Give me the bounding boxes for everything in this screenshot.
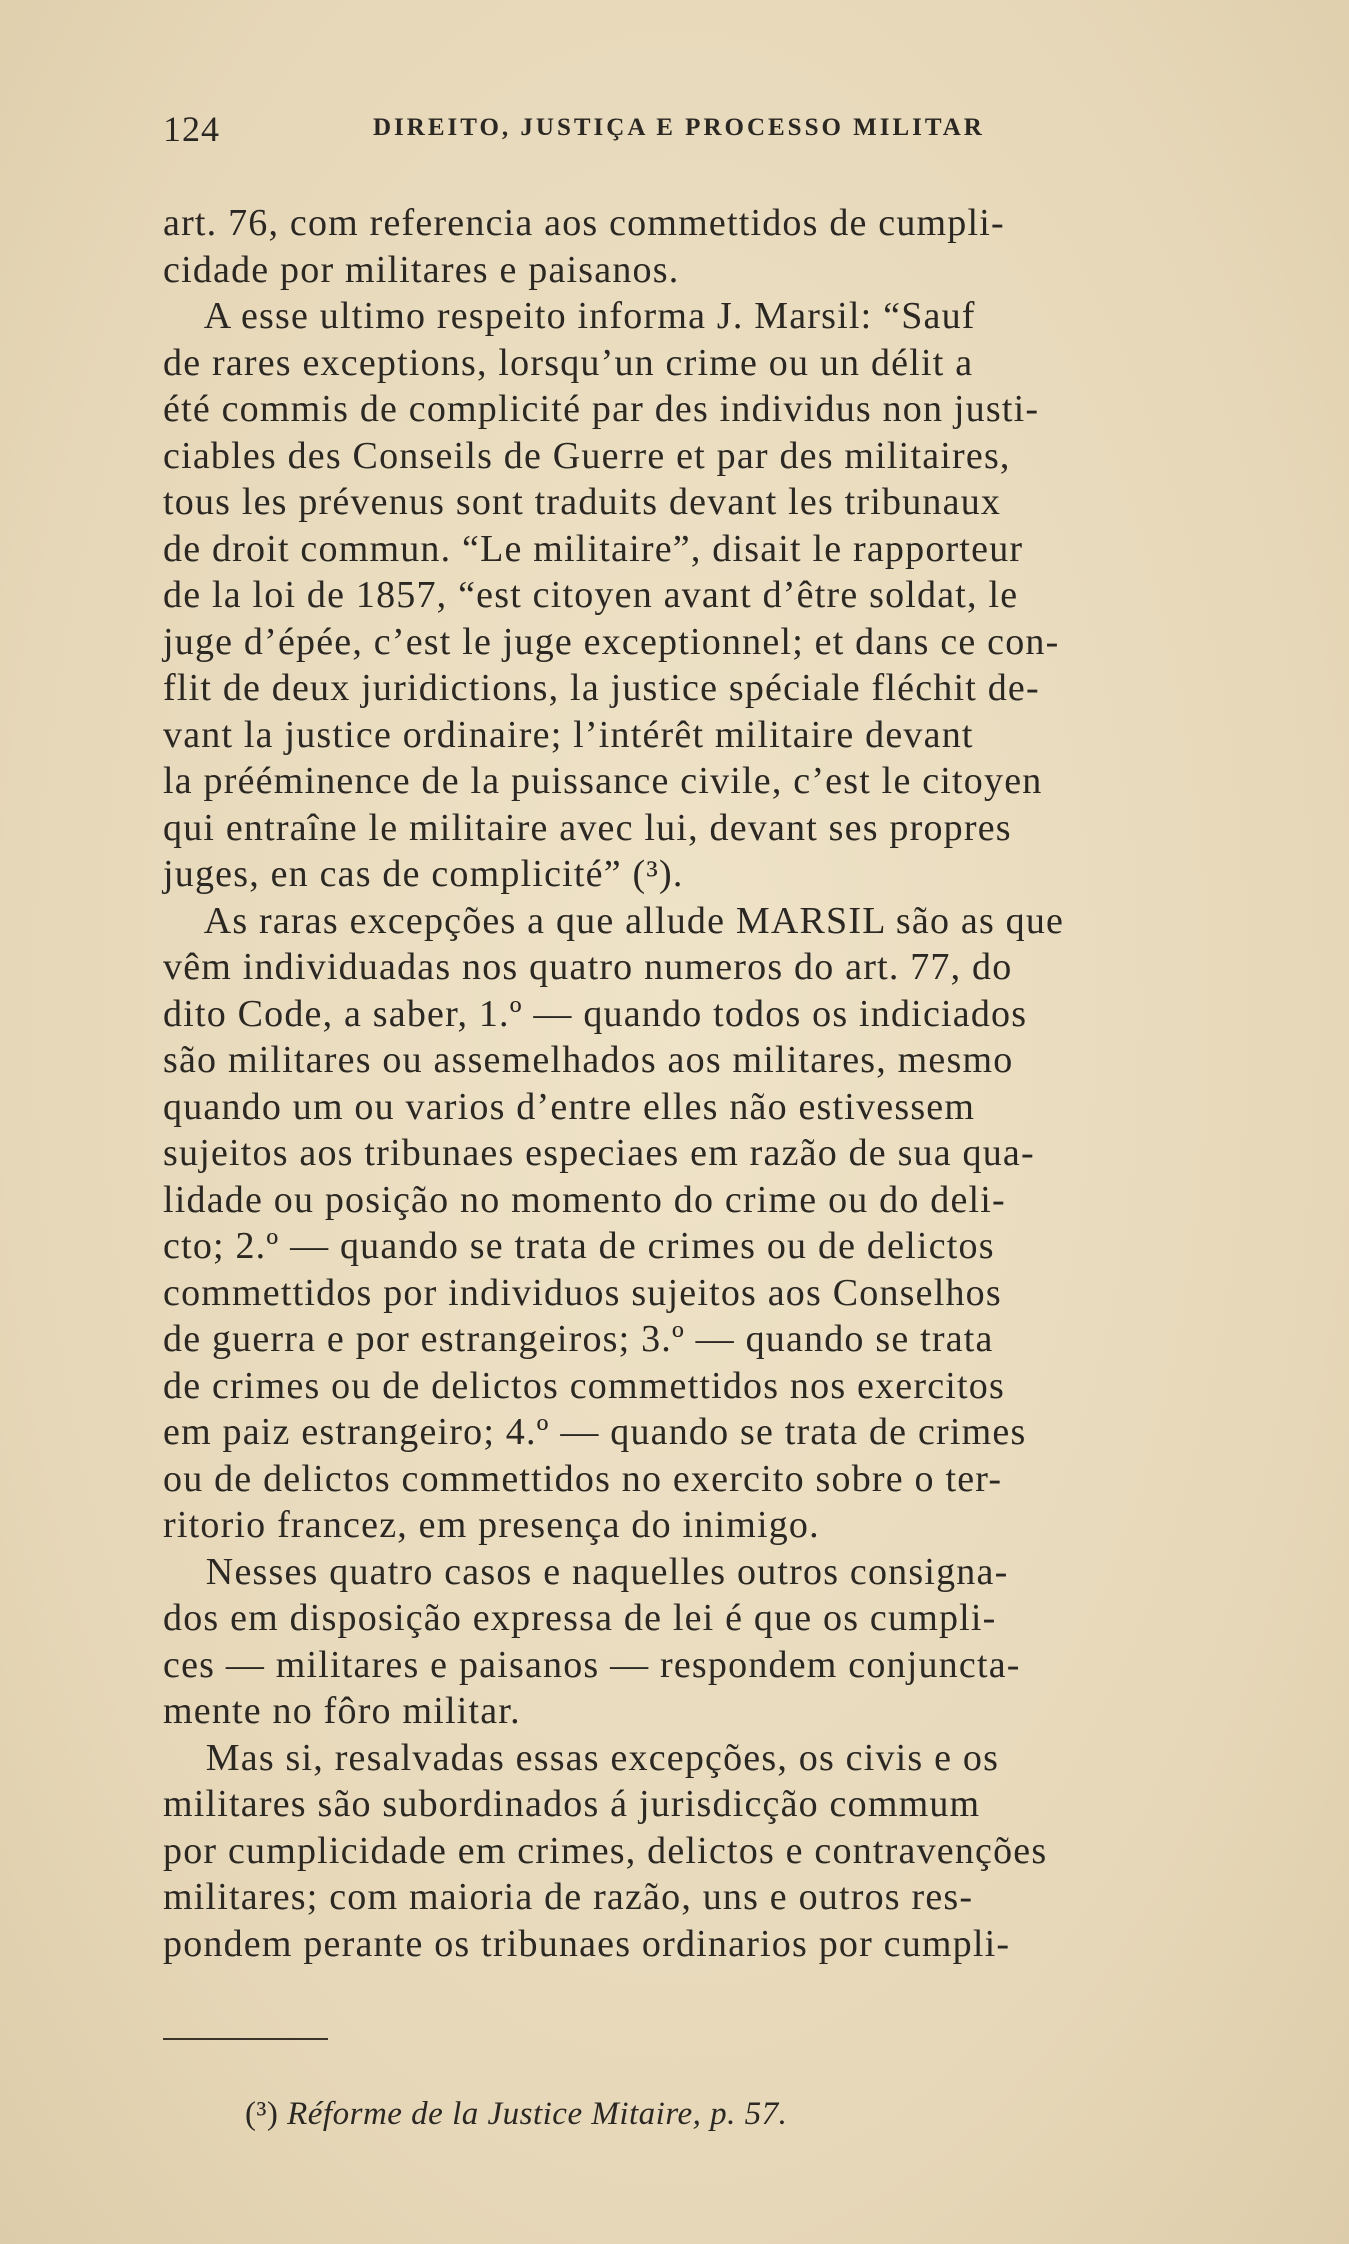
- text-line: militares; com maioria de razão, uns e outros res-: [163, 1876, 974, 1918]
- text-line: qui entraîne le militaire avec lui, devant ses propres: [163, 806, 1012, 849]
- footnote-text: Réforme de la Justice Mitaire, p. 57.: [287, 2096, 788, 2132]
- text-line: flit de deux juridictions, la justice spéciale fléchit de-: [163, 667, 1040, 709]
- text-line: ritorio francez, em presença do inimigo.: [163, 1504, 820, 1546]
- text-line: art. 76, com referencia aos commettidos de cumpli-: [163, 202, 1005, 244]
- text-line: vêm individuadas nos quatro numeros do art. 77, do: [163, 946, 1013, 988]
- text-line: ou de delictos commettidos no exercito sobre o ter-: [163, 1457, 1003, 1500]
- text-line: juges, en cas de complicité” (³).: [163, 853, 684, 895]
- text-line: ces — militares e paisanos — respondem conjuncta-: [163, 1643, 1021, 1686]
- text-line: de rares exceptions, lorsqu’un crime ou un délit a: [163, 341, 974, 384]
- footnote: [245, 2096, 787, 2133]
- text-line: cto; 2.º — quando se trata de crimes ou de delictos: [163, 1225, 995, 1267]
- text-line: de la loi de 1857, “est citoyen avant d’être soldat, le: [163, 574, 1019, 616]
- text-line: pondem perante os tribunaes ordinarios por cumpli-: [163, 1922, 1011, 1965]
- text-line: juge d’épée, c’est le juge exceptionnel; et dans ce con-: [163, 620, 1060, 663]
- text-line: cidade por militares e paisanos.: [163, 248, 680, 291]
- text-line: em paiz estrangeiro; 4.º — quando se trata de crimes: [163, 1411, 1027, 1453]
- text-line: commettidos por individuos sujeitos aos Conselhos: [163, 1271, 1002, 1314]
- text-line: mente no fôro militar.: [163, 1690, 521, 1732]
- text-line: sujeitos aos tribunaes especiaes em razão de sua qua-: [163, 1132, 1035, 1174]
- text-line: de droit commun. “Le militaire”, disait le rapporteur: [163, 527, 1024, 570]
- text-line: été commis de complicité par des individus non justi-: [163, 388, 1040, 430]
- footnote-rule: [163, 2038, 328, 2040]
- text-line: lidade ou posição no momento do crime ou do deli-: [163, 1178, 1006, 1221]
- text-line: dito Code, a saber, 1.º — quando todos os indiciados: [163, 992, 1028, 1035]
- text-line: Nesses quatro casos e naquelles outros consigna-: [163, 1550, 1009, 1593]
- text-line: A esse ultimo respeito informa J. Marsil: “Sauf: [163, 295, 976, 337]
- text-line: As raras excepções a que allude MARSIL são as que: [163, 899, 1065, 942]
- text-line: por cumplicidade em crimes, delictos e contravenções: [163, 1829, 1048, 1872]
- text-line: dos em disposição expressa de lei é que os cumpli-: [163, 1597, 997, 1639]
- body-text: [163, 200, 1343, 1967]
- page-header: [163, 108, 1178, 158]
- text-line: de guerra e por estrangeiros; 3.º — quando se trata: [163, 1318, 994, 1360]
- text-line: são militares ou assemelhados aos militares, mesmo: [163, 1039, 1014, 1081]
- text-line: de crimes ou de delictos commettidos nos exercitos: [163, 1364, 1005, 1407]
- text-line: militares são subordinados á jurisdicção commum: [163, 1783, 981, 1825]
- text-line: Mas si, resalvadas essas excepções, os civis e os: [163, 1736, 1000, 1779]
- text-line: tous les prévenus sont traduits devant les tribunaux: [163, 481, 1002, 523]
- text-line: quando um ou varios d’entre elles não estivessem: [163, 1085, 976, 1128]
- footnote-marker: (³): [245, 2096, 279, 2132]
- running-title: DIREITO, JUSTIÇA E PROCESSO MILITAR: [373, 114, 985, 141]
- text-line: vant la justice ordinaire; l’intérêt militaire devant: [163, 713, 974, 756]
- text-line: ciables des Conseils de Guerre et par des militaires,: [163, 434, 1011, 477]
- page-number: 124: [163, 109, 220, 149]
- text-line: la prééminence de la puissance civile, c’est le citoyen: [163, 760, 1043, 802]
